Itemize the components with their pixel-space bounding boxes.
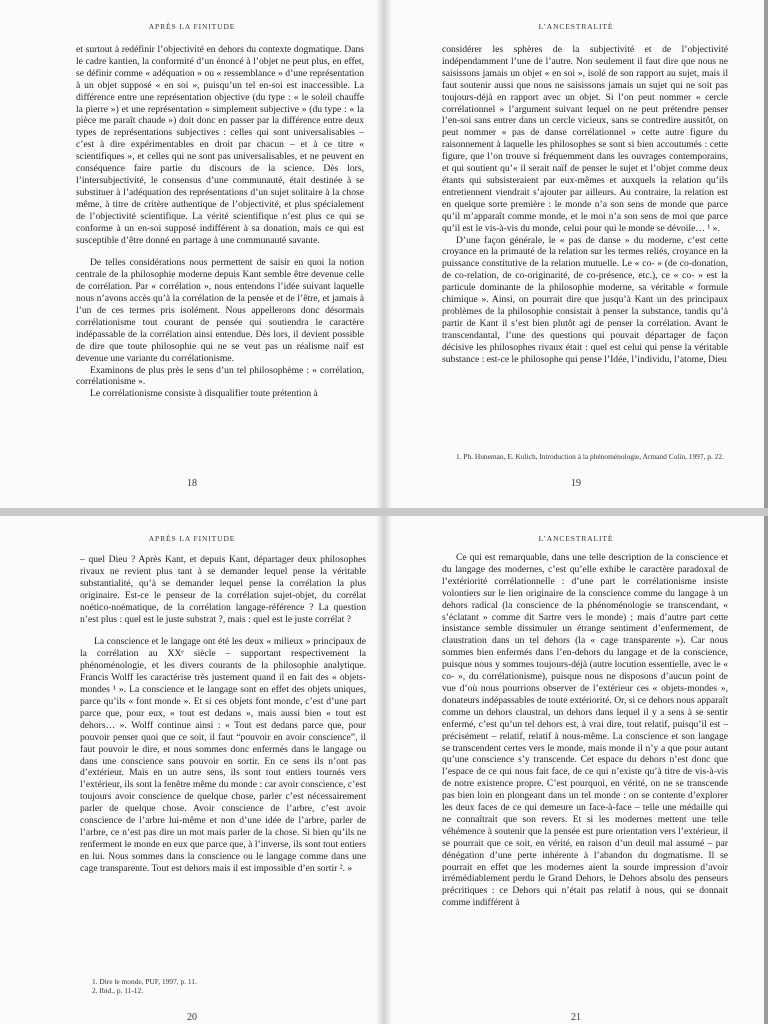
footnotes	[80, 977, 370, 996]
page-number: 21	[571, 1012, 581, 1023]
paragraph: et surtout à redéfinir l’objectivité en dehors du contexte dogmatique. Dans le cadre kantien, la conformité d’un énoncé à l’objet ne peut plus, en effet, se définir comme « adéquation » ou « ressemblance » d’une représentation à un objet supposé « en soi », puisqu’un tel en-soi est inaccessible. La différence entre une représentation objective (du type : « le soleil chauffe la pierre ») et une représentation « simplement subjective » (du type : « la pièce me paraît chaude ») doit donc en passer par la différence entre deux types de représentations subjectives : celles qui sont universalisables – c’est à dire expérimentables en droit par chacun – et à ce titre « scientifiques », et celles qui ne sont pas universalisables, et ne peuvent en conséquence faire partie du discours de la science. Dès lors, l’intersubjectivité, le consensus d’une communauté, était destinée à se substituer à l’adéquation des représentations d’un sujet solitaire à la chose même, à titre de critère authentique de l’objectivité, et plus spécialement de l’objectivité scientifique. La vérité scientifique n’est plus ce qui se conforme à un en-soi supposé indifférent à sa donation, mais ce qui est susceptible d’être donné en partage à une communauté savante.	[76, 44, 364, 246]
running-header: APRÈS LA FINITUDE	[148, 22, 236, 31]
page-20	[0, 512, 384, 1024]
gutter-shadow	[384, 512, 392, 1024]
running-header: L’ANCESTRALITÉ	[538, 534, 614, 543]
page-number: 19	[571, 478, 581, 489]
page-body	[76, 44, 364, 400]
scan-divider	[0, 508, 768, 516]
page-body	[442, 44, 728, 365]
paragraph: Le corrélationisme consiste à disqualifier toute prétention à	[90, 388, 318, 400]
page-21	[384, 512, 768, 1024]
running-header: APRÈS LA FINITUDE	[148, 534, 236, 543]
running-header: L’ANCESTRALITÉ	[538, 22, 614, 31]
page-body	[442, 552, 728, 909]
page-number: 18	[187, 478, 197, 489]
page-19	[384, 0, 768, 512]
footnote: 2. Ibid., p. 11-12.	[92, 986, 144, 996]
paragraph: D’une façon générale, le « pas de danse » du moderne, c’est cette croyance en la primauté de la relation sur les termes reliés, croyance en la puissance constitutive de la relation mutuelle. Le « co- » (de co-donation, de co-relation, de co-originarité, de co-présence, etc.), ce « co- » est la particule dominante de la philosophie moderne, sa véritable « formule chimique ». Ainsi, on pourrait dire que jusqu’à Kant un des principaux problèmes de la philosophie consistait à penser la substance, tandis qu’à partir de Kant il s’est bien plutôt agi de penser la corrélation. Avant le transcendantal, l’une des questions qui pouvait départager de façon décisive les philosophes rivaux était : quel est celui qui pense la véritable substance : est-ce le philosophe qui pense l’Idée, l’individu, l’atome, Dieu	[442, 234, 728, 365]
paragraph: La conscience et le langage ont été les deux « milieux » principaux de la corrélation au XXᵉ siècle – supportant respectivement la phénoménologie, et les divers courants de la philosophie analytique. Francis Wolff les caractérise très justement quand il en fait des « objets-mondes ¹ ». La conscience et le langage sont en effet des objets uniques, parce qu’ils « font monde ». Et si ces objets font monde, c’est d’une part parce que, pour eux, « tout est dedans », mais aussi bien « tout est dehors… ». Wolff continue ainsi : « Tout est dedans parce que, pour pouvoir penser quoi que ce soit, il faut “pouvoir en avoir conscience”, il faut pouvoir le dire, et nous sommes donc enfermés dans le langage ou dans une conscience sans pouvoir en sortir. En ce sens ils n’ont pas d’extérieur. Mais en un autre sens, ils sont tout entiers tournés vers l’extérieur, ils sont la fenêtre même du monde : car avoir conscience, c’est toujours avoir conscience de quelque chose, parler c’est nécessairement parler de quelque chose. Avoir conscience de l’arbre, c’est avoir conscience de l’arbre lui-même et non d’une idée de l’arbre, parler de l’arbre, ce n’est pas dire un mot mais parler de la chose. Si bien qu’ils ne renferment le monde en eux que parce que, à l’inverse, ils sont tout entiers en lui. Nous sommes dans la conscience ou le langage comme dans une cage transparente. Tout est dehors mais il est impossible d’en sortir ². »	[80, 636, 366, 874]
page-number: 20	[187, 1012, 197, 1023]
paragraph: considérer les sphères de la subjectivité et de l’objectivité indépendamment l’une de l’autre. Non seulement il faut dire que nous ne saisissons jamais un objet « en soi », isolé de son rapport au sujet, mais il faut soutenir aussi que nous ne saisissons jamais un sujet qui ne soit pas toujours-déjà en rapport avec un objet. Si l’on peut nommer « cercle corrélationnel » l’argument suivant lequel on ne peut prétendre penser l’en-soi sans entrer dans un cercle vicieux, sans se contredire aussitôt, on peut nommer « pas de danse corrélationnel » cette autre figure du raisonnement à laquelle les philosophes se sont si bien accoutumés : cette figure, que l’on trouve si fréquemment dans les ouvrages contemporains, et qui soutient qu’« il serait naïf de penser le sujet et l’objet comme deux étants qui subsisteraient par eux-mêmes et auxquels la relation qu’ils entretiennent viendrait s’ajouter par ailleurs. Au contraire, la relation est en quelque sorte première : le monde n’a son sens de monde que parce qu’il m’apparaît comme monde, et le moi n’a son sens de moi que parce qu’il est le vis-à-vis du monde, celui pour qui le monde se dévoile… ¹ ».	[442, 44, 728, 234]
paragraph: De telles considérations nous permettent de saisir en quoi la notion centrale de la philosophie moderne depuis Kant semble être devenue celle de corrélation. Par « corrélation », nous entendons l’idée suivant laquelle nous n’avons accès qu’à la corrélation de la pensée et de l’être, et jamais à l’un de ces termes pris isolément. Nous appellerons donc désormais corrélationisme tout courant de pensée qui soutiendra le caractère indépassable de la corrélation ainsi entendue. Dès lors, il devient possible de dire que toute philosophie qui ne se veut pas un réalisme naïf est devenue une variante du corrélationisme.	[76, 257, 364, 364]
paragraph: Examinons de plus près le sens d’un tel philosophème : « corrélation, corrélationisme ».	[76, 364, 364, 388]
footnote: 1. Dire le monde, PUF, 1997, p. 11.	[92, 977, 197, 986]
footnote: 1. Ph. Huneman, E. Kulich, Introduction à la phénoménologie, Armand Colin, 1997, p. 22.	[456, 452, 724, 461]
scan-edge	[764, 0, 768, 512]
page-body	[80, 554, 366, 875]
gutter-shadow	[376, 0, 384, 512]
gutter-shadow	[376, 512, 384, 1024]
page-18	[0, 0, 384, 512]
footnotes	[444, 452, 734, 461]
paragraph: – quel Dieu ? Après Kant, et depuis Kant, départager deux philosophes rivaux ne revient plus tant à se demander lequel pense la véritable substantialité, qu’à se demander lequel pense la corrélation la plus originaire. Est-ce le penseur de la corrélation sujet-objet, du corrélat noético-noématique, de la corrélation langage-référence ? La question n’est plus : quel est le juste substrat ?, mais : quel est le juste corrélat ?	[80, 554, 366, 625]
paragraph: Ce qui est remarquable, dans une telle description de la conscience et du langage des modernes, c’est qu’elle exhibe le caractère paradoxal de l’extériorité corrélationnelle : d’une part le corrélationisme insiste volontiers sur le lien originaire de la conscience comme du langage à un dehors radical (la conscience de la phénoménologie se transcendant, « s’éclatant » comme dit Sartre vers le monde) ; mais d’autre part cette insistance semble dissimuler un étrange sentiment d’enfermement, de claustration dans un tel dehors (la « cage transparente »). Car nous sommes bien enfermés dans l’en-dehors du langage et de la conscience, puisque nous y sommes toujours-déjà (autre locution essentielle, avec le « co- », du corrélationisme), puisque nous ne disposons d’aucun point de vue d’où nous pourrions observer de l’extérieur ces « objets-mondes », donateurs indépassables de toute extériorité. Or, si ce dehors nous apparaît comme un dehors claustral, un dehors dans lequel il y a sens à se sentir enfermé, c’est qu’un tel dehors est, à vrai dire, tout relatif, puisqu’il est – précisément – relatif, relatif à nous-même. La conscience et son langage se transcendent certes vers le monde, mais monde il n’y a que pour autant qu’une conscience s’y transcende. Cet espace du dehors n’est donc que l’espace de ce qui nous fait face, de ce qui n’existe qu’à titre de vis-à-vis de notre existence propre. C’est pourquoi, en vérité, on ne se transcende pas bien loin en plongeant dans un tel monde : on se contente d’explorer les deux faces de ce qui demeure un face-à-face – telle une médaille qui ne connaîtrait que son revers. Et si les modernes mettent une telle véhémence à soutenir que la pensée est pure orientation vers l’extérieur, il se pourrait que ce soit, en vérité, en raison d’un deuil mal assumé – par dénégation d’une perte inhérente à l’abandon du dogmatisme. Il se pourrait en effet que les modernes aient la sourde impression d’avoir irrémédiablement perdu le Grand Dehors, le Dehors absolu des penseurs précritiques : ce Dehors qui n’était pas relatif à nous, qui se donnait comme indifférent à	[442, 552, 728, 909]
scan-edge	[764, 512, 768, 1024]
gutter-shadow	[384, 0, 392, 512]
